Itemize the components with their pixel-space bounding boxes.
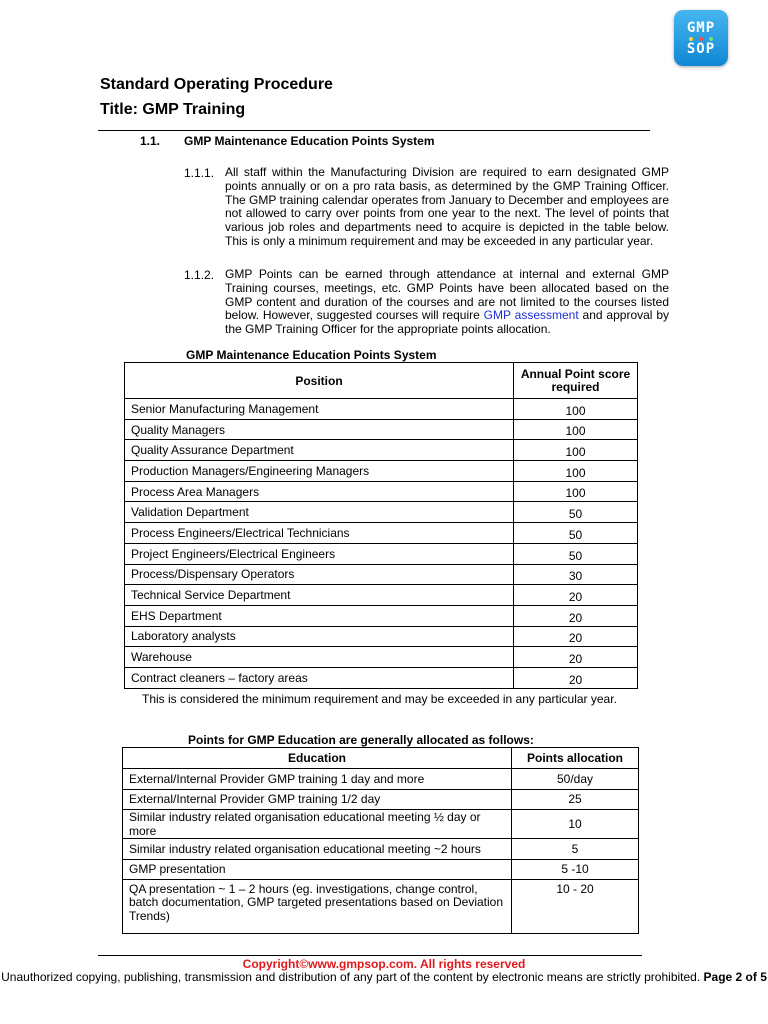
- table-cell-value: 100: [514, 419, 638, 440]
- table-cell-value: 100: [514, 481, 638, 502]
- table-cell-label: Similar industry related organisation educational meeting ½ day or more: [123, 810, 512, 839]
- table-row: [125, 461, 638, 482]
- table-row: [123, 880, 639, 934]
- table-cell-label: Process Area Managers: [125, 481, 514, 502]
- page-number: Page 2 of 5: [703, 970, 767, 984]
- table-row: [125, 626, 638, 647]
- table-cell-value: 30: [514, 564, 638, 585]
- table-cell-value: 20: [514, 667, 638, 688]
- table-row: [125, 440, 638, 461]
- paragraph-text-part: and approval by the GMP Training Officer for the appropriate points allocation.: [225, 308, 669, 337]
- table-caption: GMP Maintenance Education Points System: [186, 348, 437, 362]
- table-cell-label: GMP presentation: [123, 859, 512, 880]
- table-cell-label: Process/Dispensary Operators: [125, 564, 514, 585]
- table-cell-label: Contract cleaners – factory areas: [125, 667, 514, 688]
- table-cell-value: 50: [514, 502, 638, 523]
- table-row: [125, 399, 638, 420]
- table-cell-label: Technical Service Department: [125, 585, 514, 606]
- table-cell-value: 5 -10: [512, 859, 639, 880]
- table-header-row: [125, 363, 638, 399]
- table-row: [123, 769, 639, 790]
- table-row: [125, 543, 638, 564]
- paragraph-text: All staff within the Manufacturing Division are required to earn designated GMP points annually or on a pro rata basis, as determined by the GMP Training Officer. The GMP training calendar operates from January to December and employees are not allowed to carry over points from one year to the next. The level of points that various job roles and departments need to acquire is depicted in the table below. This is only a minimum requirement and may be exceeded in any particular year.: [225, 165, 670, 248]
- table-row: [123, 859, 639, 880]
- table-row: [125, 523, 638, 544]
- table-cell-label: Validation Department: [125, 502, 514, 523]
- paragraph-number: 1.1.1.: [184, 166, 215, 180]
- document-type: Standard Operating Procedure: [100, 76, 333, 93]
- paragraph-text-part: GMP Points can be earned through attendance at internal and external GMP Training courses, meetings, etc. GMP Points have been allocated based on the GMP content and duration of the courses and are not limited to the courses listed below. However, suggested courses will require: [225, 267, 669, 323]
- table-cell-value: 20: [514, 647, 638, 668]
- table-cell-value: 25: [512, 789, 639, 810]
- table-cell-value: 10: [512, 810, 639, 839]
- table-cell-label: Production Managers/Engineering Managers: [125, 461, 514, 482]
- paragraph-text: [225, 268, 669, 337]
- table-row: [123, 810, 639, 839]
- logo-line2: SOP: [686, 41, 716, 57]
- table-cell-label: Warehouse: [125, 647, 514, 668]
- points-allocation-table: [122, 747, 639, 934]
- gmp-sop-logo: [674, 10, 728, 66]
- table-cell-value: 50: [514, 523, 638, 544]
- footer-text: Unauthorized copying, publishing, transmission and distribution of any part of the content by electronic means are strictly prohibited.: [1, 970, 701, 984]
- footer-notice: [0, 970, 768, 985]
- table-row: [125, 667, 638, 688]
- points-requirement-table: [124, 362, 638, 689]
- table-note: This is considered the minimum requirement and may be exceeded in any particular year.: [142, 692, 617, 706]
- table-cell-value: 50: [514, 543, 638, 564]
- paragraph-number: 1.1.2.: [184, 268, 215, 282]
- table-cell-label: QA presentation ~ 1 – 2 hours (eg. investigations, change control, batch documentation, GMP targeted presentations based on Deviation Trends): [123, 880, 512, 934]
- table-cell-value: 100: [514, 440, 638, 461]
- document-title: Title: GMP Training: [100, 101, 246, 118]
- table-caption: Points for GMP Education are generally allocated as follows:: [188, 733, 534, 747]
- table-cell-label: Quality Managers: [125, 419, 514, 440]
- column-header: Position: [125, 363, 514, 399]
- table-cell-value: 20: [514, 605, 638, 626]
- table-cell-value: 50/day: [512, 769, 639, 790]
- gmp-assessment-link[interactable]: GMP assessment: [483, 308, 579, 323]
- table-cell-label: External/Internal Provider GMP training 1/2 day: [123, 789, 512, 810]
- table-cell-label: Quality Assurance Department: [125, 440, 514, 461]
- table-row: [125, 585, 638, 606]
- header-divider: [98, 130, 650, 131]
- table-cell-label: Process Engineers/Electrical Technicians: [125, 523, 514, 544]
- section-title: GMP Maintenance Education Points System: [184, 134, 435, 148]
- column-header: Annual Point score required: [514, 363, 638, 399]
- table-cell-label: EHS Department: [125, 605, 514, 626]
- table-row: [125, 605, 638, 626]
- table-cell-value: 20: [514, 626, 638, 647]
- table-cell-value: 20: [514, 585, 638, 606]
- table-cell-label: Senior Manufacturing Management: [125, 399, 514, 420]
- table-cell-value: 5: [512, 839, 639, 860]
- table-row: [125, 564, 638, 585]
- table-header-row: [123, 748, 639, 769]
- column-header: Education: [123, 748, 512, 769]
- table-cell-value: 100: [514, 461, 638, 482]
- table-cell-value: 100: [514, 399, 638, 420]
- table-row: [125, 481, 638, 502]
- table-row: [125, 647, 638, 668]
- section-number: 1.1.: [140, 134, 161, 148]
- logo-line1: GMP: [686, 20, 716, 36]
- column-header: Points allocation: [512, 748, 639, 769]
- table-cell-label: Project Engineers/Electrical Engineers: [125, 543, 514, 564]
- table-row: [125, 419, 638, 440]
- footer-divider: [98, 955, 642, 956]
- table-cell-label: Laboratory analysts: [125, 626, 514, 647]
- table-cell-value: 10 - 20: [512, 880, 639, 934]
- copyright-notice: Copyright©www.gmpsop.com. All rights reserved: [242, 957, 526, 971]
- table-row: [123, 839, 639, 860]
- table-cell-label: External/Internal Provider GMP training 1 day and more: [123, 769, 512, 790]
- table-row: [123, 789, 639, 810]
- table-row: [125, 502, 638, 523]
- table-cell-label: Similar industry related organisation educational meeting ~2 hours: [123, 839, 512, 860]
